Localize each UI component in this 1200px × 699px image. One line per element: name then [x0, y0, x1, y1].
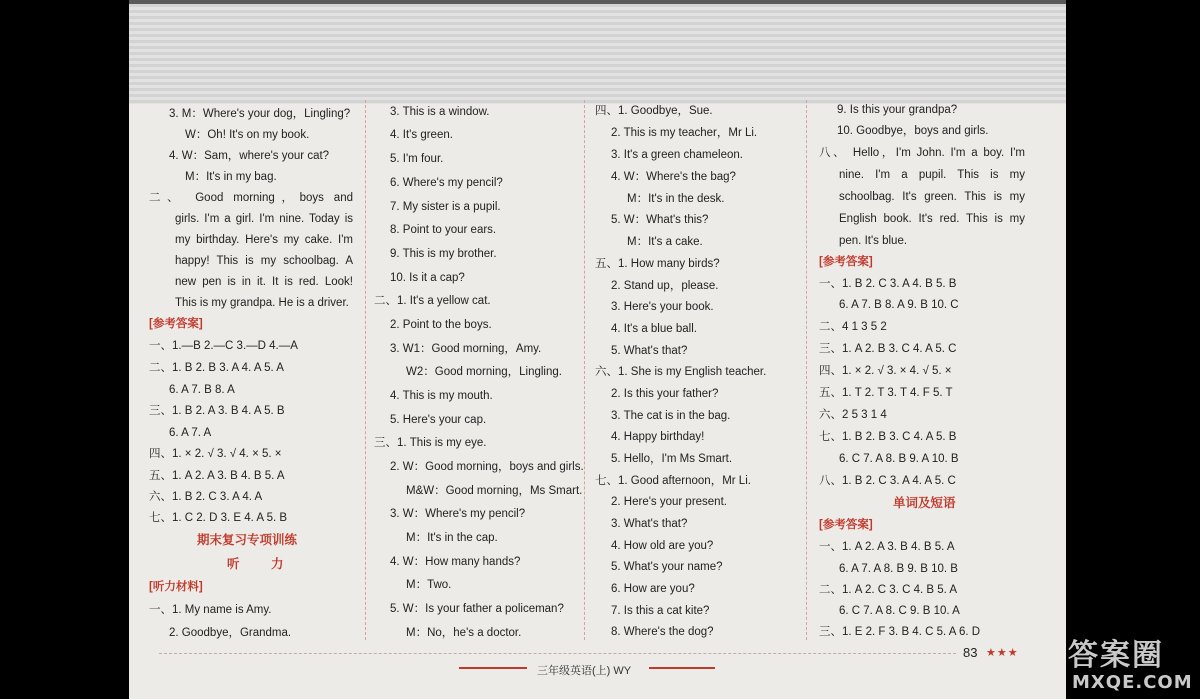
text-line: M：No，he's a doctor. [406, 627, 522, 639]
text-line: 3. Here's your book. [611, 301, 714, 313]
text-line: 3. It's a green chameleon. [611, 149, 743, 161]
text-line: nine. I'm a pupil. This is my [839, 169, 1025, 181]
section-subtitle: 听 力 [227, 557, 298, 571]
answer-line: 一、1.—B 2.—C 3.—D 4.—A [149, 340, 298, 352]
text-line: pen. It's blue. [839, 235, 908, 247]
text-line: 3. M：Where's your dog，Lingling? [169, 108, 351, 120]
answer-line: 三、1. B 2. A 3. B 4. A 5. B [149, 405, 285, 417]
text-line: 5. Here's your cap. [390, 414, 487, 426]
text-line: 4. W：Sam，where's your cat? [169, 150, 330, 162]
text-line: 5. What's that? [611, 345, 688, 357]
text-line: 3. What's that? [611, 518, 688, 530]
text-line: 4. It's green. [390, 129, 453, 141]
column-divider [584, 100, 585, 640]
text-line: 6. Where's my pencil? [390, 177, 503, 189]
text-line: 4. W：Where's the bag? [611, 171, 736, 183]
text-line: This is my grandpa. He is a driver. [175, 297, 349, 309]
answer-line: 八、1. B 2. C 3. A 4. A 5. C [819, 475, 956, 487]
answer-line: 一、1. A 2. A 3. B 4. B 5. A [819, 541, 955, 553]
text-line: 五、1. How many birds? [595, 258, 720, 270]
footer-dashed-line [159, 653, 956, 654]
text-line: 5. W：Is your father a policeman? [390, 603, 564, 615]
text-line: my birthday. Here's my cake. I'm [175, 234, 353, 246]
footer-accent-left [459, 667, 527, 669]
answer-line: 五、1. A 2. A 3. B 4. B 5. A [149, 470, 285, 482]
text-line: 5. I'm four. [390, 153, 444, 165]
text-line: 5. Hello，I'm Ms Smart. [611, 453, 733, 465]
answer-line: 6. A 7. B 8. A 9. B 10. C [839, 299, 959, 311]
text-line: 3. W1：Good morning，Amy. [390, 343, 542, 355]
text-line: W2：Good morning，Lingling. [406, 366, 562, 378]
answer-line: 6. A 7. A 8. B 9. B 10. B [839, 563, 958, 575]
answer-line: 二、1. B 2. B 3. A 4. A 5. A [149, 362, 284, 374]
difficulty-stars: ★★★ [986, 647, 1019, 659]
text-line: 5. What's your name? [611, 561, 723, 573]
answer-page [129, 0, 1066, 699]
text-line: 二、 Good morning，boys and [149, 192, 353, 204]
answer-line: 四、1. × 2. √ 3. √ 4. × 5. × [149, 448, 282, 460]
text-line: 三、1. This is my eye. [374, 437, 487, 449]
text-line: 二、1. It's a yellow cat. [374, 295, 491, 307]
text-line: English book. It's red. This is my [839, 213, 1025, 225]
listening-material-header: [听力材料] [149, 581, 203, 593]
text-line: 四、1. Goodbye，Sue. [595, 105, 713, 117]
text-line: M：It's in the cap. [406, 532, 498, 544]
text-line: 八、 Hello，I'm John. I'm a boy. I'm [819, 147, 1025, 159]
text-line: 8. Point to your ears. [390, 224, 497, 236]
text-line: 9. This is my brother. [390, 248, 497, 260]
answer-line: 二、4 1 3 5 2 [819, 321, 887, 333]
text-line: 六、1. She is my English teacher. [595, 366, 767, 378]
answer-line: 二、1. A 2. C 3. C 4. B 5. A [819, 584, 958, 596]
answer-key-header: [参考答案] [819, 256, 873, 268]
text-line: 七、1. Good afternoon，Mr Li. [595, 475, 751, 487]
column-divider [806, 100, 807, 640]
answer-line: 6. C 7. A 8. B 9. A 10. B [839, 453, 959, 465]
text-line: 10. Goodbye，boys and girls. [837, 125, 989, 137]
answer-line: 一、1. B 2. C 3. A 4. B 5. B [819, 278, 957, 290]
footer-accent-right [649, 667, 715, 669]
text-line: 4. This is my mouth. [390, 390, 493, 402]
text-line: 6. How are you? [611, 583, 695, 595]
text-line: M：It's a cake. [627, 236, 703, 248]
text-line: girls. I'm a girl. I'm nine. Today is [175, 213, 353, 225]
text-line: happy! This is my schoolbag. A [175, 255, 353, 267]
watermark-url: MXQE.COM [1072, 672, 1193, 693]
text-line: new pen is in it. It is red. Look! [175, 276, 353, 288]
answer-line: 三、1. A 2. B 3. C 4. A 5. C [819, 343, 957, 355]
answer-line: 六、1. B 2. C 3. A 4. A [149, 491, 263, 503]
text-line: 4. How old are you? [611, 540, 714, 552]
answer-line: 6. A 7. B 8. A [169, 384, 235, 396]
text-line: 一、1. My name is Amy. [149, 604, 272, 616]
answer-key-header: [参考答案] [149, 318, 203, 330]
text-line: 2. Point to the boys. [390, 319, 492, 331]
answer-line: 6. C 7. A 8. C 9. B 10. A [839, 605, 960, 617]
watermark-text: 答案圈 [1068, 638, 1164, 673]
scan-top-band [129, 0, 1066, 104]
text-line: 4. Happy birthday! [611, 431, 705, 443]
text-line: M：Two. [406, 579, 452, 591]
text-line: 9. Is this your grandpa? [837, 104, 958, 116]
answer-line: 六、2 5 3 1 4 [819, 409, 887, 421]
text-line: 7. My sister is a pupil. [390, 201, 501, 213]
column-divider [365, 100, 366, 640]
text-line: 3. This is a window. [390, 106, 490, 118]
text-line: 2. Here's your present. [611, 496, 727, 508]
text-line: 8. Where's the dog? [611, 626, 714, 638]
text-line: 3. W：Where's my pencil? [390, 508, 526, 520]
section-title: 单词及短语 [893, 496, 956, 510]
watermark [1068, 630, 1193, 698]
answer-line: 三、1. E 2. F 3. B 4. C 5. A 6. D [819, 626, 981, 638]
text-line: M：It's in the desk. [627, 193, 725, 205]
text-line: W：Oh! It's on my book. [185, 129, 310, 141]
text-line: 2. W：Good morning，boys and girls. [390, 461, 584, 473]
text-line: M：It's in my bag. [185, 171, 277, 183]
text-line: 2. Stand up，please. [611, 280, 719, 292]
answer-key-header: [参考答案] [819, 519, 873, 531]
text-line: 2. This is my teacher，Mr Li. [611, 127, 758, 139]
text-line: M&W：Good morning，Ms Smart. [406, 485, 583, 497]
answer-line: 6. A 7. A [169, 427, 212, 439]
answer-line: 五、1. T 2. T 3. T 4. F 5. T [819, 387, 953, 399]
text-line: 7. Is this a cat kite? [611, 605, 710, 617]
text-line: schoolbag. It's green. This is my [839, 191, 1025, 203]
answer-line: 七、1. C 2. D 3. E 4. A 5. B [149, 512, 288, 524]
text-line: 4. W：How many hands? [390, 556, 521, 568]
text-line: 5. W：What's this? [611, 214, 709, 226]
text-line: 10. Is it a cap? [390, 272, 465, 284]
answer-line: 四、1. × 2. √ 3. × 4. √ 5. × [819, 365, 952, 377]
text-line: 2. Is this your father? [611, 388, 719, 400]
page-number: 83 [963, 645, 978, 660]
text-line: 2. Goodbye，Grandma. [169, 627, 292, 639]
answer-line: 七、1. B 2. B 3. C 4. A 5. B [819, 431, 957, 443]
book-title: 三年级英语(上) WY [537, 665, 632, 677]
text-line: 4. It's a blue ball. [611, 323, 697, 335]
section-title: 期末复习专项训练 [197, 533, 298, 547]
text-line: 3. The cat is in the bag. [611, 410, 731, 422]
